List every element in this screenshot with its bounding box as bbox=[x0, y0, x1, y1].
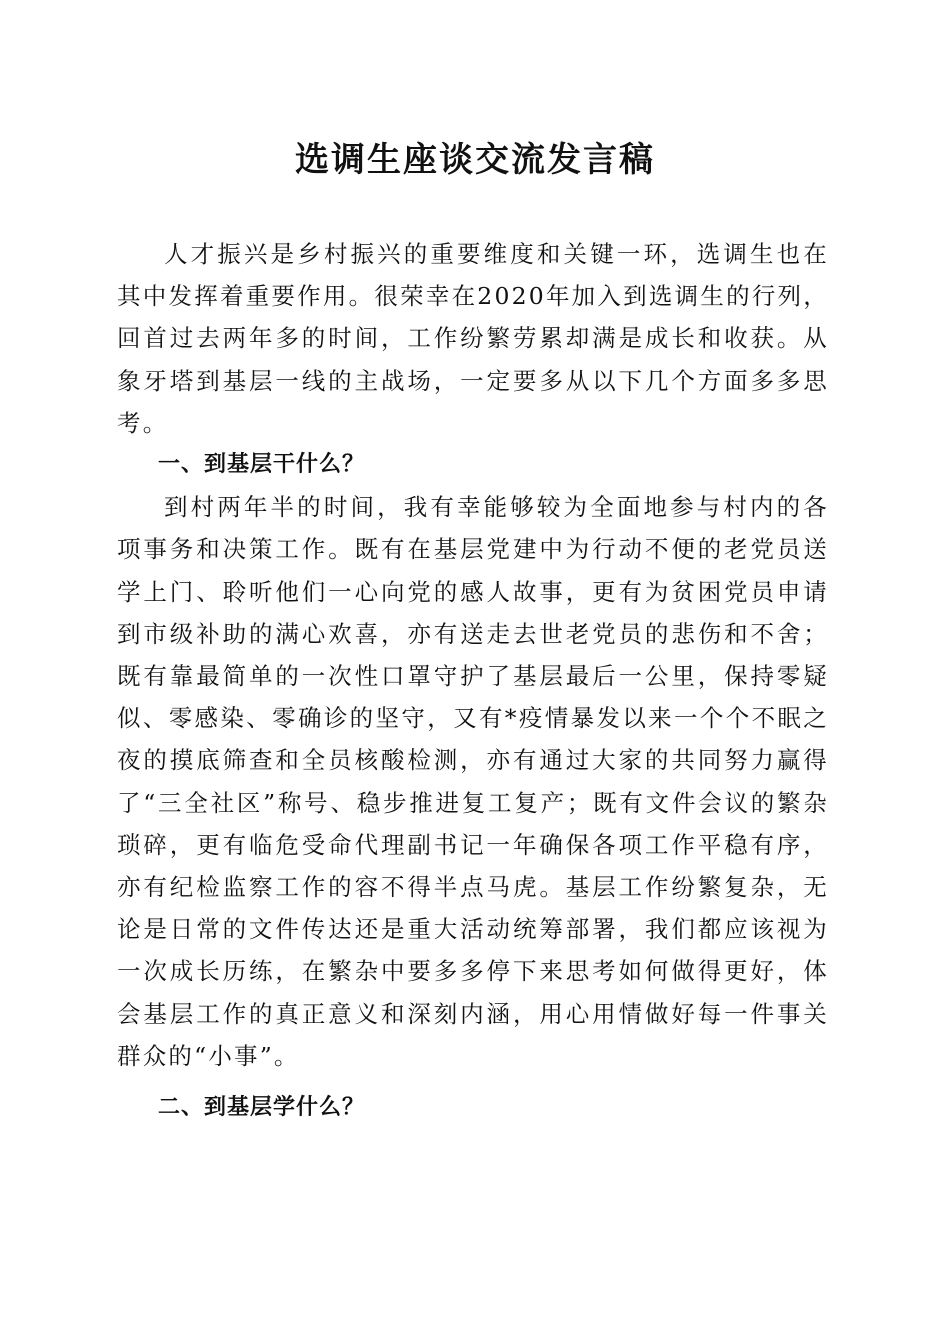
section-1-paragraph: 到村两年半的时间，我有幸能够较为全面地参与村内的各项事务和决策工作。既有在基层党建中为行动不便的老党员送学上门、聆听他们一心向党的感人故事，更有为贫困党员申请到市级补助的满心欢喜，亦有送走去世老党员的悲伤和不舍；既有靠最简单的一次性口罩守护了基层最后一公里，保持零疑似、零感染、零确诊的坚守，又有*疫情暴发以来一个个不眠之夜的摸底筛查和全员核酸检测，亦有通过大家的共同努力赢得了“三全社区”称号、稳步推进复工复产；既有文件会议的繁杂琐碎，更有临危受命代理副书记一年确保各项工作平稳有序，亦有纪检监察工作的容不得半点马虎。基层工作纷繁复杂，无论是日常的文件传达还是重大活动统筹部署，我们都应该视为一次成长历练，在繁杂中要多多停下来思考如何做得更好，体会基层工作的真正意义和深刻内涵，用心用情做好每一件事关群众的“小事”。 bbox=[117, 493, 829, 1070]
section-heading-2: 二、到基层学什么？ bbox=[158, 1095, 366, 1121]
section-heading-1: 一、到基层干什么？ bbox=[158, 452, 366, 478]
document-body bbox=[117, 233, 829, 1129]
intro-paragraph: 人才振兴是乡村振兴的重要维度和关键一环，选调生也在其中发挥着重要作用。很荣幸在2020年加入到选调生的行列，回首过去两年多的时间，工作纷繁劳累却满是成长和收获。从象牙塔到基层一线的主战场，一定要多从以下几个方面多多思考。 bbox=[117, 240, 829, 437]
page-title: 选调生座谈交流发言稿 bbox=[295, 140, 655, 180]
